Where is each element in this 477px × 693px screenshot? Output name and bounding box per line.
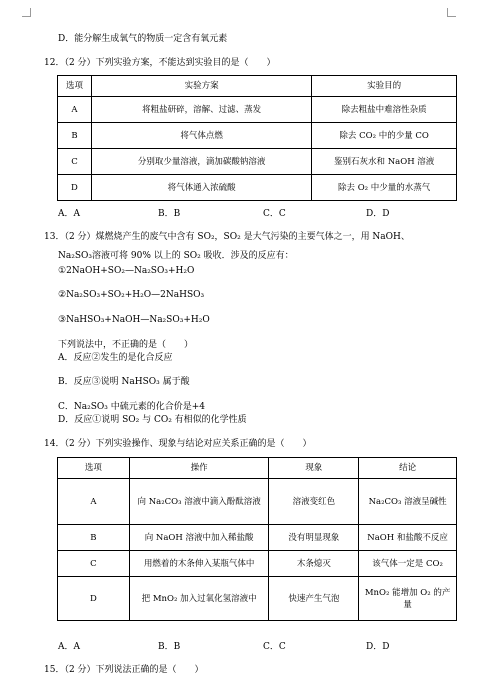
page-corner-mark-right <box>447 8 456 17</box>
q11-option-d: D．能分解生成氧气的物质一定含有氧元素 <box>58 34 228 44</box>
q12-plan-cell: 分别取少量溶液，滴加碳酸钠溶液 <box>91 149 311 175</box>
q14-phenomenon-cell: 快速产生气泡 <box>269 577 359 621</box>
table-row <box>58 97 457 123</box>
q14-phenomenon-cell: 溶液变红色 <box>269 479 359 525</box>
choice-c: C．C <box>263 642 286 652</box>
q14-operation-cell: 用燃着的木条伸入某瓶气体中 <box>129 551 269 577</box>
choice-c: C．C <box>263 209 286 219</box>
q14-phenomenon-cell: 木条熄灭 <box>269 551 359 577</box>
q14-option-cell: B <box>58 525 130 551</box>
table-row <box>58 479 457 525</box>
q15-stem: 15．（2 分）下列说法正确的是（ ） <box>44 665 204 675</box>
q12-header-option: 选项 <box>58 76 92 97</box>
table-row <box>58 525 457 551</box>
q14-stem: 14．（2 分）下列实验操作、现象与结论对应关系正确的是（ ） <box>44 439 312 449</box>
table-row <box>58 175 457 201</box>
choice-a: A．A <box>58 642 80 652</box>
q12-header-goal: 实验目的 <box>312 76 457 97</box>
q14-conclusion-cell: MnO₂ 能增加 O₂ 的产量 <box>359 577 457 621</box>
q14-option-cell: C <box>58 551 130 577</box>
q12-goal-cell: 除去 O₂ 中少量的水蒸气 <box>312 175 457 201</box>
table-row <box>58 123 457 149</box>
q14-operation-cell: 向 NaOH 溶液中加入稀盐酸 <box>129 525 269 551</box>
q12-stem: 12．（2 分）下列实验方案，不能达到实验目的是（ ） <box>44 58 276 68</box>
q14-option-cell: A <box>58 479 130 525</box>
q12-header-plan: 实验方案 <box>91 76 311 97</box>
q13-reaction-3: ③NaHSO₃+NaOH—Na₂SO₃+H₂O <box>58 315 210 325</box>
choice-b: B．B <box>158 642 181 652</box>
q13-option-a: A．反应②发生的是化合反应 <box>58 353 173 363</box>
q12-option-cell: C <box>58 149 92 175</box>
choice-d: D．D <box>366 209 390 219</box>
q14-option-cell: D <box>58 577 130 621</box>
q14-table <box>57 457 457 621</box>
choice-a: A．A <box>58 209 80 219</box>
table-row <box>58 577 457 621</box>
q12-header-row <box>58 76 457 97</box>
q13-option-c: C．Na₂SO₃ 中硫元素的化合价是+4 <box>58 402 206 412</box>
q14-conclusion-cell: 该气体一定是 CO₂ <box>359 551 457 577</box>
q12-option-cell: D <box>58 175 92 201</box>
q12-plan-cell: 将气体点燃 <box>91 123 311 149</box>
q13-option-b: B．反应③说明 NaHSO₃ 属于酸 <box>58 377 190 387</box>
q12-goal-cell: 除去粗盐中难溶性杂质 <box>312 97 457 123</box>
q14-operation-cell: 向 Na₂CO₃ 溶液中滴入酚酞溶液 <box>129 479 269 525</box>
q14-header-conclusion: 结论 <box>359 458 457 479</box>
q13-stem-line2: Na₂SO₃溶液可将 90% 以上的 SO₂ 吸收．涉及的反应有： <box>58 251 294 261</box>
choice-d: D．D <box>366 642 390 652</box>
q14-header-operation: 操作 <box>129 458 269 479</box>
q14-conclusion-cell: Na₂CO₃ 溶液呈碱性 <box>359 479 457 525</box>
q14-header-row <box>58 458 457 479</box>
q14-phenomenon-cell: 没有明显现象 <box>269 525 359 551</box>
choice-b: B．B <box>158 209 181 219</box>
q12-option-cell: A <box>58 97 92 123</box>
q14-header-option: 选项 <box>58 458 130 479</box>
page-corner-mark-left <box>22 8 31 17</box>
q14-operation-cell: 把 MnO₂ 加入过氧化氢溶液中 <box>129 577 269 621</box>
q12-goal-cell: 鉴别石灰水和 NaOH 溶液 <box>312 149 457 175</box>
q13-stem-line1: 13．（2 分）煤燃烧产生的废气中含有 SO₂，SO₂ 是大气污染的主要气体之一，用 NaOH、 <box>44 232 410 242</box>
q12-option-cell: B <box>58 123 92 149</box>
q14-conclusion-cell: NaOH 和盐酸不反应 <box>359 525 457 551</box>
q12-goal-cell: 除去 CO₂ 中的少量 CO <box>312 123 457 149</box>
q14-header-phenomenon: 现象 <box>269 458 359 479</box>
q12-plan-cell: 将气体通入浓硫酸 <box>91 175 311 201</box>
table-row <box>58 551 457 577</box>
q13-reaction-1: ①2NaOH+SO₂—Na₂SO₃+H₂O <box>58 266 195 276</box>
q13-option-d: D．反应①说明 SO₂ 与 CO₂ 有相似的化学性质 <box>58 415 247 425</box>
q13-question: 下列说法中，不正确的是（ ） <box>58 340 194 350</box>
table-row <box>58 149 457 175</box>
q13-reaction-2: ②Na₂SO₃+SO₂+H₂O—2NaHSO₃ <box>58 290 205 300</box>
q12-table <box>57 75 457 201</box>
q12-plan-cell: 将粗盐研碎，溶解、过滤、蒸发 <box>91 97 311 123</box>
